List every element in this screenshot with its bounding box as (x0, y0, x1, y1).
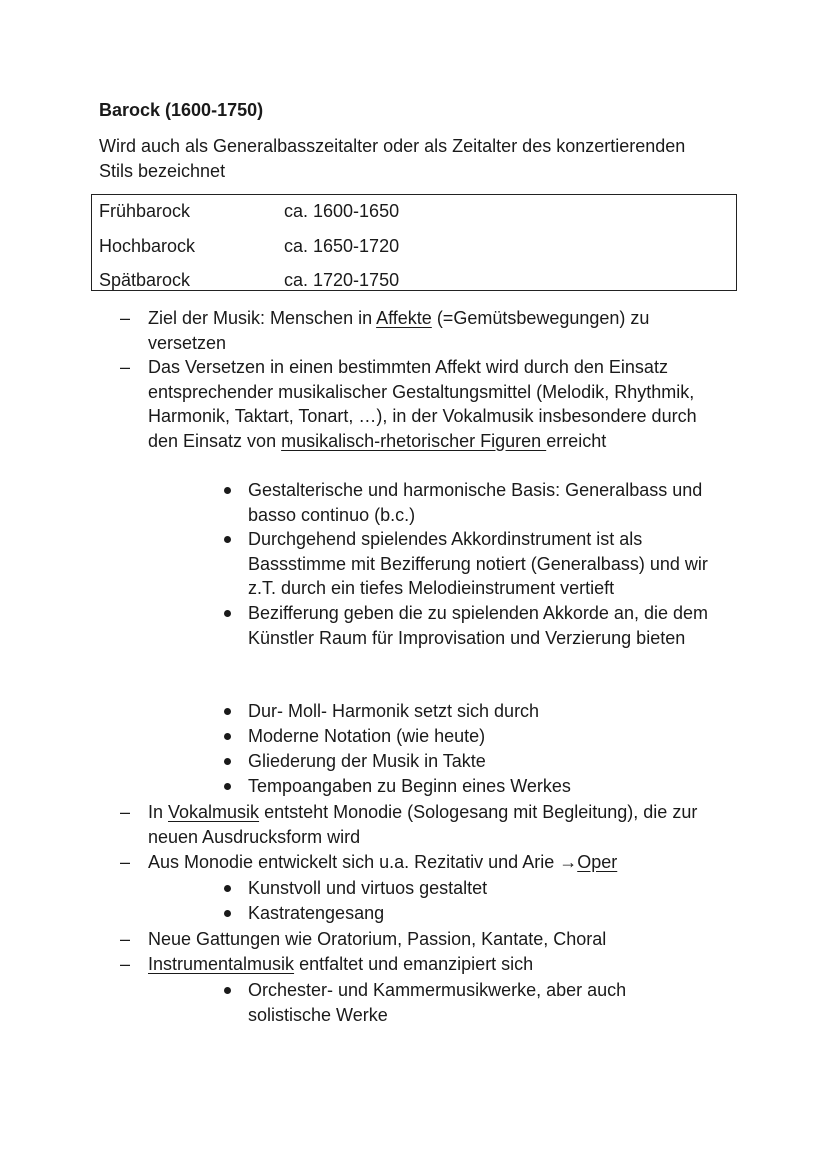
bullet-text: Kastratengesang (248, 903, 385, 923)
bullet-dot (224, 910, 231, 917)
bullet-text: Durchgehend spielendes Akkordinstrument ist als Bassstimme mit Bezifferung notiert (Generalbass) und wir z.T. durch ein tiefes Melodieinstrument vertieft (248, 529, 708, 598)
subtitle: Wird auch als Generalbasszeitalter oder als Zeitalter des konzertierenden Stils bezeichnet (99, 136, 686, 181)
bullet-text: Bezifferung geben die zu spielenden Akkorde an, die dem Künstler Raum für Improvisation und Verzierung bieten (248, 603, 708, 648)
list-item-text: Aus Monodie entwickelt sich u.a. Rezitativ und Arie →Oper (148, 852, 618, 872)
period-name: Spätbarock (99, 270, 191, 290)
arrow-icon: → (559, 852, 578, 872)
bullet-dot (224, 987, 231, 994)
bullet-text: Gestalterische und harmonische Basis: Generalbass und basso continuo (b.c.) (248, 480, 703, 525)
list-item-text: Das Versetzen in einen bestimmten Affekt wird durch den Einsatz entsprechender musikalischer Gestaltungsmittel (Melodik, Rhythmik, Harmonik, Taktart, Tonart, …), in der Vokalmusik insbesondere durch den Einsatz von musikalisch-rhetorischer Figuren erreicht (148, 357, 697, 451)
dash-marker: – (120, 929, 131, 949)
bullet-dot (224, 885, 231, 892)
bullet-dot (224, 783, 231, 790)
period-name: Frühbarock (99, 201, 191, 221)
bullet-dot (224, 758, 231, 765)
bullet-dot (224, 708, 231, 715)
list-item-text: Neue Gattungen wie Oratorium, Passion, Kantate, Choral (148, 929, 607, 949)
page-title: Barock (1600-1750) (99, 100, 264, 120)
bullet-text: Orchester- und Kammermusikwerke, aber auch solistische Werke (248, 980, 627, 1025)
period-dates: ca. 1650-1720 (284, 236, 400, 256)
dash-marker: – (120, 954, 131, 974)
dash-marker: – (120, 852, 131, 872)
bullet-dot (224, 487, 231, 494)
bullet-text: Tempoangaben zu Beginn eines Werkes (248, 776, 571, 796)
bullet-text: Gliederung der Musik in Takte (248, 751, 486, 771)
dash-marker: – (120, 308, 131, 328)
underlined-term: Affekte (376, 308, 432, 328)
period-name: Hochbarock (99, 236, 196, 256)
dash-marker: – (120, 802, 131, 822)
bullet-text: Moderne Notation (wie heute) (248, 726, 486, 746)
underlined-term: musikalisch-rhetorischer Figuren (281, 430, 547, 451)
period-dates: ca. 1600-1650 (284, 201, 400, 221)
period-dates: ca. 1720-1750 (284, 270, 400, 290)
underlined-term: Oper (577, 852, 618, 872)
bullet-dot (224, 610, 231, 617)
bullet-text: Kunstvoll und virtuos gestaltet (248, 878, 488, 898)
period-table (91, 194, 737, 291)
underlined-term: Instrumentalmusik (148, 954, 295, 974)
dash-marker: – (120, 357, 131, 377)
list-item-text: Instrumentalmusik entfaltet und emanzipiert sich (148, 954, 534, 974)
list-item-text: In Vokalmusik entsteht Monodie (Sologesang mit Begleitung), die zur neuen Ausdrucksform wird (148, 802, 698, 847)
underlined-term: Vokalmusik (168, 802, 260, 822)
list-item-text: Ziel der Musik: Menschen in Affekte (=Gemütsbewegungen) zu versetzen (148, 308, 650, 353)
bullet-dot (224, 733, 231, 740)
bullet-text: Dur- Moll- Harmonik setzt sich durch (248, 701, 540, 721)
bullet-dot (224, 536, 231, 543)
